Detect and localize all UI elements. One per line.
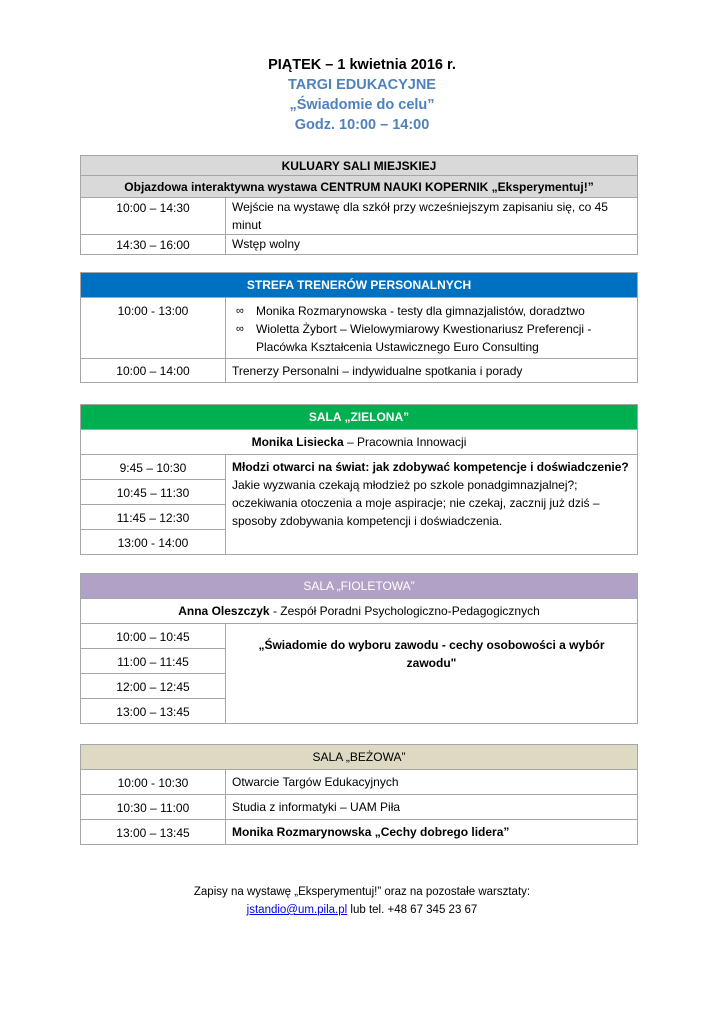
fioletowa-topic: „Świadomie do wyboru zawodu - cechy osobowości a wybór zawodu" (226, 624, 638, 724)
bezowa-desc-1: Otwarcie Targów Edukacyjnych (226, 770, 638, 795)
kuluary-desc-1: Wejście na wystawę dla szkół przy wcześniejszym zapisaniu się, co 45 minut (226, 198, 638, 235)
footer-signup-note: Zapisy na wystawę „Eksperymentuj!” oraz na pozostałe warsztaty: (193, 886, 531, 898)
zielona-time-3: 11:45 – 12:30 (81, 505, 226, 530)
zielona-host (81, 430, 638, 455)
event-motto: „Świadomie do celu” (289, 97, 435, 113)
page-footer (0, 883, 724, 919)
fioletowa-host (81, 599, 638, 624)
strefa-list (226, 298, 637, 356)
zielona-table (80, 404, 638, 555)
bezowa-time-2: 10:30 – 11:00 (81, 795, 226, 820)
fioletowa-table (80, 573, 638, 724)
list-item: ∞ Wioletta Żybort – Wielowymiarowy Kwestionariusz Preferencji - Placówka Kształcenia Ustawicznego Euro Consulting (236, 322, 592, 354)
host-org: - Zespół Poradni Psychologiczno-Pedagogicznych (269, 604, 540, 618)
fioletowa-time-2: 11:00 – 11:45 (81, 649, 226, 674)
fioletowa-time-1: 10:00 – 10:45 (81, 624, 226, 649)
kuluary-desc-2: Wstęp wolny (226, 235, 638, 255)
bezowa-time-3: 13:00 – 13:45 (81, 820, 226, 845)
strefa-table (80, 272, 638, 383)
bezowa-title: SALA „BEŻOWA” (81, 745, 638, 770)
fioletowa-title: SALA „FIOLETOWA” (81, 574, 638, 599)
bezowa-time-1: 10:00 - 10:30 (81, 770, 226, 795)
date-heading: PIĄTEK – 1 kwietnia 2016 r. (268, 57, 456, 73)
zielona-time-1: 9:45 – 10:30 (81, 455, 226, 480)
strefa-title: STREFA TRENERÓW PERSONALNYCH (81, 273, 638, 298)
event-hours: Godz. 10:00 – 14:00 (294, 117, 430, 133)
zielona-title: SALA „ZIELONA” (81, 405, 638, 430)
zielona-time-2: 10:45 – 11:30 (81, 480, 226, 505)
bezowa-table (80, 744, 638, 845)
bezowa-desc-3: Monika Rozmarynowska „Cechy dobrego lidera” (226, 820, 638, 845)
zielona-time-4: 13:00 - 14:00 (81, 530, 226, 555)
topic-description: Jakie wyzwania czekają młodzież po szkole ponadgimnazjalnej?; oczekiwania otoczenia a moje aspiracje; nie czekaj, zacznij już dziś – sposoby zdobywania kompetencji i doświadczenia. (232, 478, 600, 528)
page-header (0, 55, 724, 135)
infinity-icon: ∞ (236, 323, 244, 335)
phone-text: lub tel. +48 67 345 23 67 (347, 904, 478, 916)
zielona-topic (226, 455, 638, 555)
strefa-time-1: 10:00 - 13:00 (81, 298, 226, 359)
kuluary-title: KULUARY SALI MIEJSKIEJ (81, 156, 638, 176)
host-org: – Pracownia Innowacji (343, 435, 467, 449)
host-name: Anna Oleszczyk (178, 604, 270, 618)
strefa-time-2: 10:00 – 14:00 (81, 359, 226, 383)
host-name: Monika Lisiecka (251, 435, 344, 449)
event-title: TARGI EDUKACYJNE (288, 77, 436, 93)
list-item: ∞ Monika Rozmarynowska - testy dla gimnazjalistów, doradztwo (236, 304, 585, 318)
topic-title: Młodzi otwarci na świat: jak zdobywać kompetencje i doświadczenie? (232, 460, 629, 474)
infinity-icon: ∞ (236, 305, 244, 317)
footer-contact (0, 901, 724, 919)
email-link[interactable]: jstandio@um.pila.pl (246, 904, 348, 916)
bezowa-desc-2: Studia z informatyki – UAM Piła (226, 795, 638, 820)
strefa-desc-2: Trenerzy Personalni – indywidualne spotkania i porady (226, 359, 638, 383)
kuluary-subtitle: Objazdowa interaktywna wystawa CENTRUM NAUKI KOPERNIK „Eksperymentuj!” (81, 176, 638, 198)
kuluary-time-1: 10:00 – 14:30 (81, 198, 226, 235)
kuluary-time-2: 14:30 – 16:00 (81, 235, 226, 255)
kuluary-table (80, 155, 638, 255)
fioletowa-time-4: 13:00 – 13:45 (81, 699, 226, 724)
strefa-list-cell (226, 298, 638, 359)
fioletowa-time-3: 12:00 – 12:45 (81, 674, 226, 699)
